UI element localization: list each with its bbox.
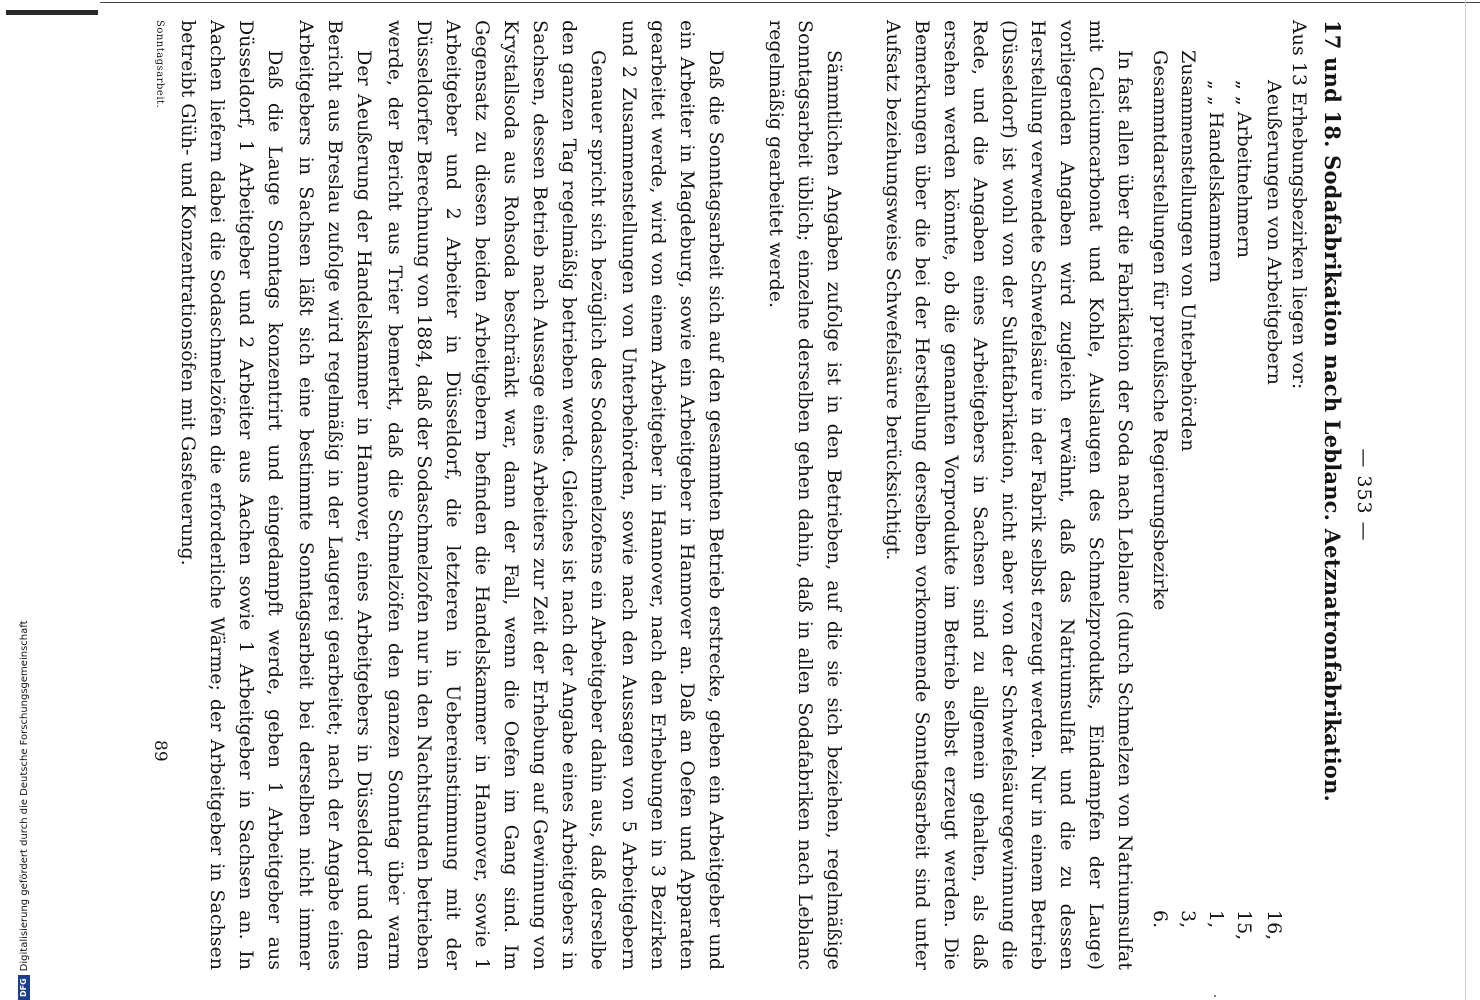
paragraph: Daß die Sonntagsarbeit sich auf den gesammten Betrieb erstrecke, geben ein Arbeitgeber und ein Arbeiter in Magdeburg, sowie ein Arbeitgeber in Hannover an. Daß an Oefen und Apparaten gearbeitet werde, wird von einem Arbeitgeber in Hannover, nach den Erhebungen in 3 Bezirken und 2 Zusammenstellungen von Unterbehörden, sowie nach den Aussagen von 5 Arbeitgebern [618, 20, 727, 970]
toc-value: 1, [1205, 910, 1227, 929]
scan-speck [1214, 995, 1216, 997]
scan-top-border [100, 2, 1480, 3]
toc-value: 3, [1177, 910, 1199, 929]
toc-label: „ „ Handelskammern [1205, 80, 1227, 283]
rotated-document-page [135, 20, 1375, 970]
paragraph: Der Aeußerung der Handelskammer in Hannover, eines Arbeitgebers in Düsseldorf und dem Bericht aus Breslau zufolge wird regelmäßig in der Laugerei gearbeitet; nach der Angabe eines Arbeitgebers in Sachsen läßt sich eine bestimmte Sonntagsarbeit bei derselben nicht immer [295, 20, 375, 970]
scan-right-border [1465, 0, 1466, 1000]
toc-value: 15, [1233, 910, 1255, 941]
toc-value: 16, [1263, 910, 1285, 941]
toc-label: Zusammenstellungen von Unterbehörden [1177, 50, 1199, 452]
paragraph: In fast allen über die Fabrikation der Soda nach Leblanc (durch Schmelzen von Natriumsulfat mit Calciumcarbonat und Kohle, Auslaugen des Schmelzprodukts, Eindampfen der Lauge) vorliegenden Angaben wird zugleich erwähnt, daß das Natriumsulfat und die zu dessen Herstellung verwendete Schwefelsäure in der Fabrik selbst erzeugt werden. Nur in einem Betrieb (Düsseldorf) ist wohl von der Sulfatfabrikation, nicht aber von der Schwefelsäuregewinnung die Rede, und die Angaben eines Arbeitgebers in Sachsen sind zu allgemein gehalten, als daß ersehen werden könnte, ob die genannten Vorprodukte im Betrieb selbst erzeugt werden. Die Bemerkungen über die bei der Herstellung derselben vorkommende Sonntagsarbeit sind unter Aufsatz beziehungsweise Schwefelsäure berücksichtigt. [882, 20, 1136, 970]
intro-line: Aus 13 Erhebungsbezirken liegen vor: [1288, 20, 1310, 390]
toc-row [1225, 80, 1255, 940]
toc-row [1255, 80, 1285, 940]
paragraph: Genauer spricht sich bezüglich des Sodaschmelzofens ein Arbeitgeber dahin aus, daß derselbe den ganzen Tag regelmäßig betrieben werde. Gleiches ist nach der Angabe eines Arbeitgebers in Sachsen, dessen Betrieb nach Aussage eines Arbeiters zur Zeit der Erhebung auf Gewinnung von Krystallsoda aus Rohsoda beschränkt war, dann der Fall, wenn die Oefen im Gang sind. Im Gegensatz zu diesen beiden Arbeitgebern befinden die Handelskammer in Hannover, sowie 1 Arbeitgeber und 2 Arbeiter in Düsseldorf, die letzteren in Uebereinstimmung mit der Düsseldorfer Berechnung von 1884, daß der Sodaschmelzofen nur in den Nachtstunden betrieben werde, der Bericht aus Trier bemerkt, daß die Schmelzöfen den ganzen Sonntag über warm [384, 20, 609, 970]
toc-row [1141, 50, 1171, 940]
toc-value: 6. [1149, 910, 1171, 929]
digitization-footer [17, 500, 31, 1000]
page-number: — 353 — [1353, 448, 1375, 542]
signature-mark: Sonntagsarbeit. [154, 20, 165, 109]
toc-label: Gesammtdarstellungen für preußische Regierungsbezirke [1149, 50, 1171, 611]
signature-number: 89 [150, 740, 170, 762]
dfg-logo: DFG [18, 975, 30, 1000]
footer-text: Digitalisierung gefördert durch die Deutsche Forschungsgemeinschaft [18, 620, 30, 972]
toc-row [1197, 80, 1227, 940]
paragraph: Daß die Lauge Sonntags konzentrirt und eingedampft werde, geben 1 Arbeitgeber aus Düsseldorf, 1 Arbeitgeber und 2 Arbeiter aus Aachen sowie 1 Arbeitgeber in Sachsen an. In Aachen liefern dabei die Sodaschmelzöfen die erforderliche Wärme; der Arbeitgeber in Sachsen betreibt Glüh- und Konzentrationsöfen mit Gasfeuerung. [177, 20, 286, 970]
toc-row [1169, 50, 1199, 940]
toc-label: „ „ Arbeitnehmern [1233, 80, 1255, 258]
section-heading: 17 und 18. Sodafabrikation nach Leblanc. Aetznatronfabrikation. [1320, 20, 1345, 803]
scan-edge-mark [6, 10, 98, 15]
toc-label: Aeußerungen von Arbeitgebern [1263, 80, 1285, 385]
paragraph: Sämmtlichen Angaben zufolge ist in den Betrieben, auf die sie sich beziehen, regelmäßige Sonntagsarbeit üblich; einzelne derselben gehen dahin, daß in allen Sodafabriken nach Leblanc regelmäßig gearbeitet werde. [765, 20, 845, 970]
